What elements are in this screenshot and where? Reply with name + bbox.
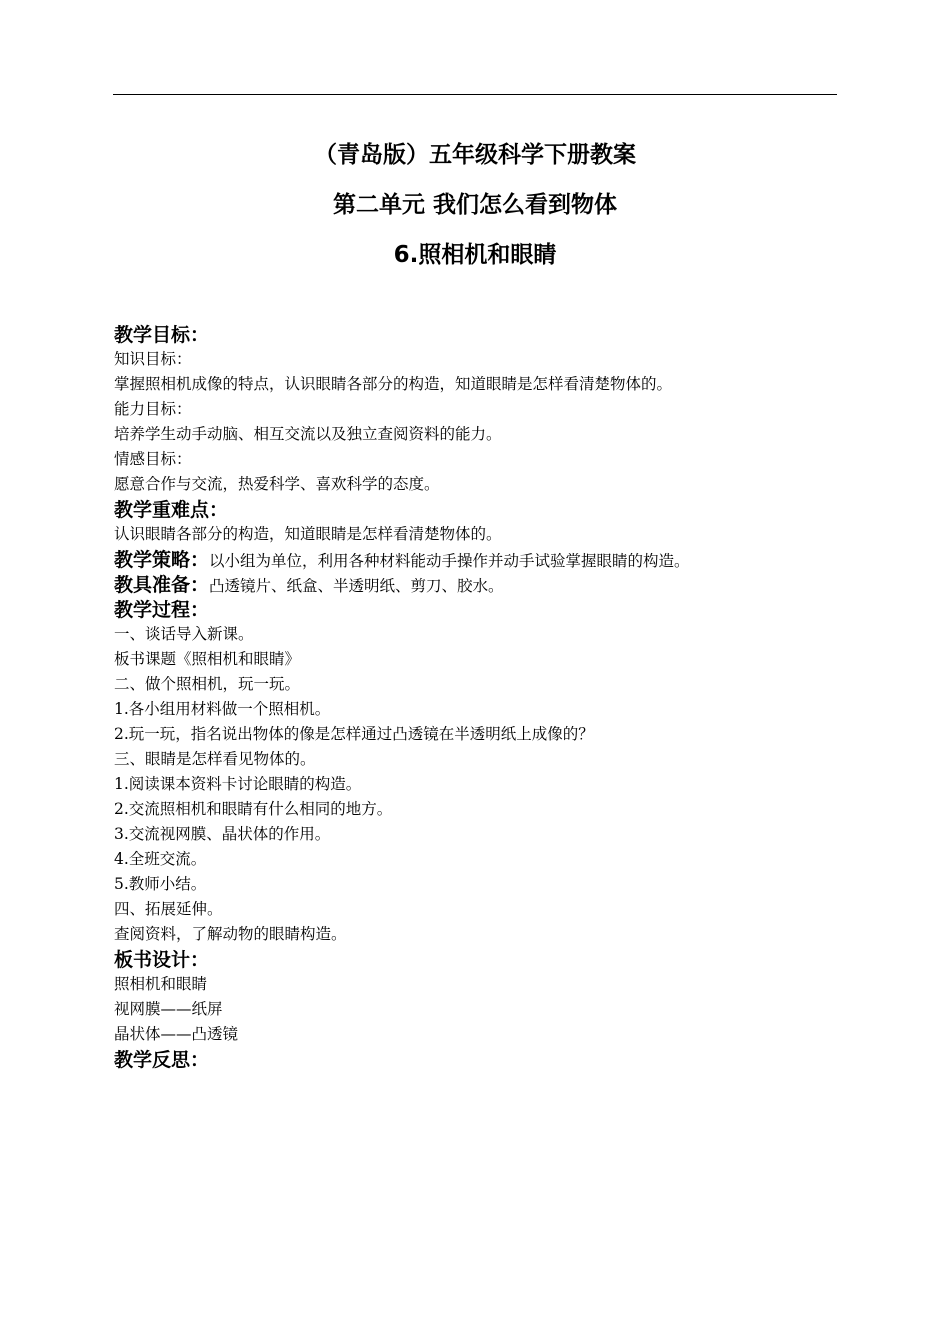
materials-heading: 教具准备： (114, 574, 210, 596)
process-line: 2.交流照相机和眼睛有什么相同的地方。 (114, 800, 393, 818)
process-line: 3.交流视网膜、晶状体的作用。 (114, 825, 331, 843)
board-line: 晶状体——凸透镜 (114, 1025, 239, 1043)
materials-row (114, 572, 844, 597)
ability-text: 培养学生动手动脑、相互交流以及独立查阅资料的能力。 (114, 425, 502, 443)
objectives-heading: 教学目标： (114, 324, 210, 346)
emotion-text: 愿意合作与交流，热爱科学、喜欢科学的态度。 (114, 475, 440, 493)
process-line: 板书课题《照相机和眼睛》 (114, 650, 301, 668)
board-line: 视网膜——纸屏 (114, 1000, 223, 1018)
process-heading: 教学过程： (114, 599, 210, 621)
title-block (0, 130, 950, 280)
process-line: 四、拓展延伸。 (114, 900, 223, 918)
process-line: 5.教师小结。 (114, 875, 207, 893)
board-heading: 板书设计： (114, 949, 210, 971)
header-rule (113, 94, 837, 95)
document-title: （青岛版）五年级科学下册教案 (314, 142, 636, 168)
process-line: 2.玩一玩，指名说出物体的像是怎样通过凸透镜在半透明纸上成像的？ (114, 725, 594, 743)
ability-label: 能力目标： (114, 400, 192, 418)
key-points-text: 认识眼睛各部分的构造，知道眼睛是怎样看清楚物体的。 (114, 525, 502, 543)
key-points-heading: 教学重难点： (114, 499, 229, 521)
materials-text: 凸透镜片、纸盒、半透明纸、剪刀、胶水。 (209, 577, 504, 595)
lesson-content (114, 322, 844, 1072)
emotion-label: 情感目标： (114, 450, 192, 468)
lesson-title: 6.照相机和眼睛 (393, 242, 557, 268)
process-line: 二、做个照相机，玩一玩。 (114, 675, 301, 693)
unit-title: 第二单元 我们怎么看到物体 (332, 192, 617, 218)
knowledge-label: 知识目标： (114, 350, 192, 368)
process-line: 一、谈话导入新课。 (114, 625, 254, 643)
process-line: 三、眼睛是怎样看见物体的。 (114, 750, 316, 768)
process-line: 查阅资料，了解动物的眼睛构造。 (114, 925, 347, 943)
strategy-row (114, 547, 844, 572)
knowledge-text: 掌握照相机成像的特点，认识眼睛各部分的构造，知道眼睛是怎样看清楚物体的。 (114, 375, 673, 393)
process-line: 4.全班交流。 (114, 850, 207, 868)
process-line: 1.阅读课本资料卡讨论眼睛的构造。 (114, 775, 362, 793)
reflection-heading: 教学反思： (114, 1049, 210, 1071)
strategy-heading: 教学策略： (114, 549, 210, 571)
process-line: 1.各小组用材料做一个照相机。 (114, 700, 331, 718)
board-line: 照相机和眼睛 (114, 975, 208, 993)
strategy-text: 以小组为单位，利用各种材料能动手操作并动手试验掌握眼睛的构造。 (209, 552, 690, 570)
